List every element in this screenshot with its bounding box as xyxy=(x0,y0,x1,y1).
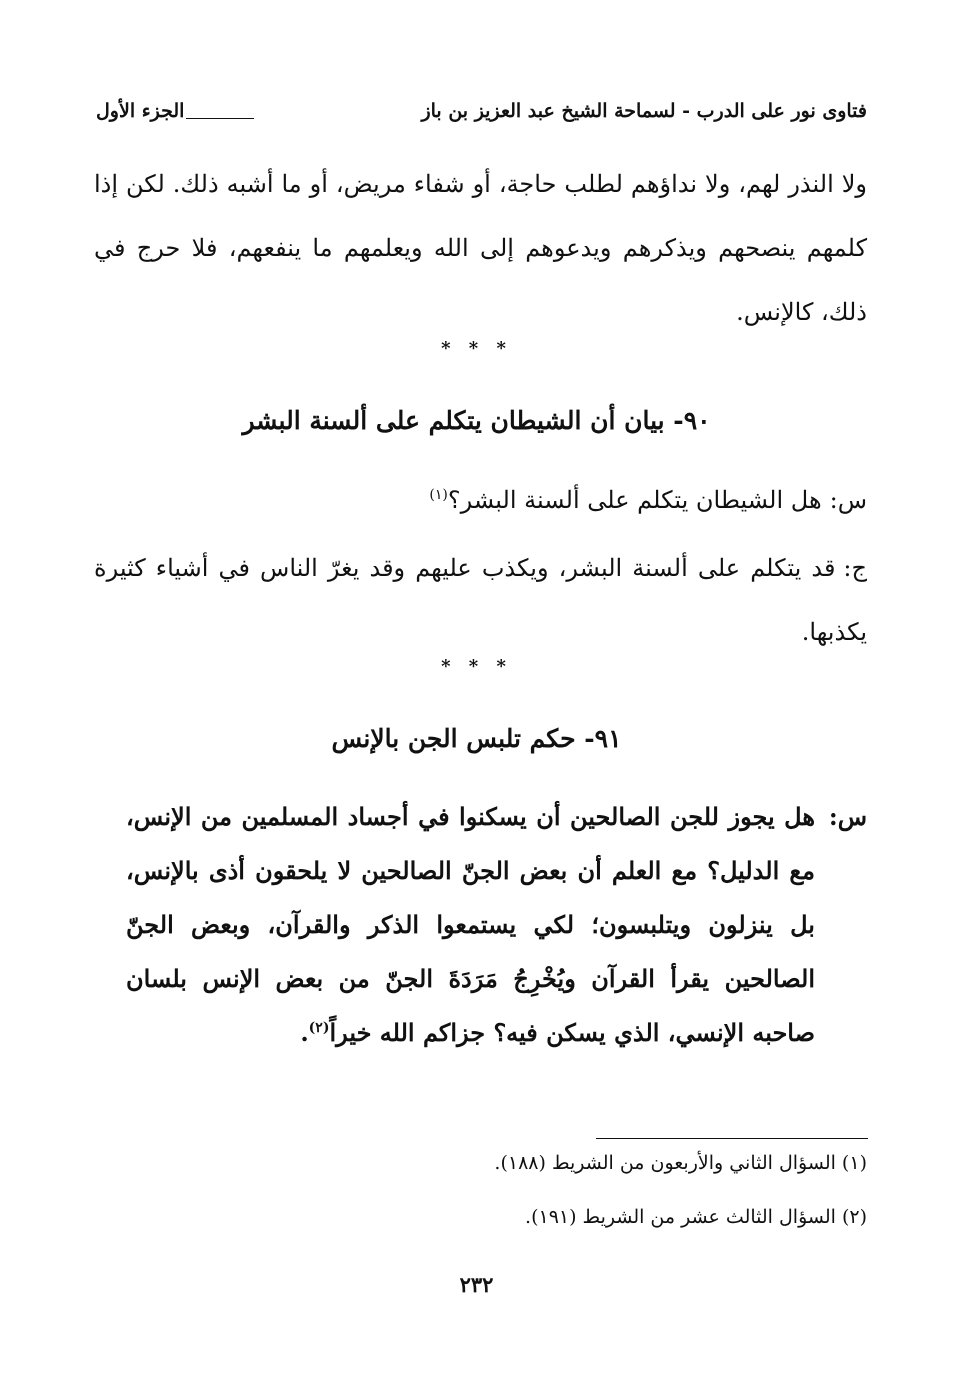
answer-marker: ج: xyxy=(843,554,867,582)
intro-paragraph: ولا النذر لهم، ولا نداؤهم لطلب حاجة، أو شفاء مريض، أو ما أشبه ذلك. لكن إذا كلمهم ينصحهم ويذكرهم ويدعوهم إلى الله ويعلمهم ما ينفعهم، فلا حرج في ذلك، كالإنس. xyxy=(94,170,867,326)
answer-text: قد يتكلم على ألسنة البشر، ويكذب عليهم وقد يغرّ الناس في أشياء كثيرة يكذبها. xyxy=(94,554,867,646)
question-90 xyxy=(94,468,867,532)
footnote-rule xyxy=(596,1138,868,1139)
footnote-ref: (٢) xyxy=(308,1020,330,1036)
question-91 xyxy=(126,790,867,1060)
footnote-ref: (١) xyxy=(429,487,448,503)
section-separator: * * * xyxy=(441,338,512,359)
book-title: فتاوى نور على الدرب - لسماحة الشيخ عبد العزيز بن باز xyxy=(421,100,867,122)
question-marker: س: xyxy=(828,802,867,831)
question-text: هل الشيطان يتكلم على ألسنة البشر؟ xyxy=(447,486,822,514)
footnote-1: (١) السؤال الثاني والأربعون من الشريط (١٨٨). xyxy=(494,1152,867,1174)
running-header xyxy=(96,96,867,130)
question-text-block: هل يجوز للجن الصالحين أن يسكنوا في أجساد المسلمين من الإنس، مع الدليل؟ مع العلم أن بعض الجنّ الصالحين لا يلحقون أذى بالإنس، بل ينزلون ويتلبسون؛ لكي يستمعوا الذكر والقرآن، وبعض الجنّ الصالحين يقرأ القرآن ويُخْرِجُ مَرَدَةَ الجنّ من بعض الإنس بلسان صاحبه الإنسي، الذي يسكن فيه؟ جزاكم الله خيراً$^{(٢)}$. xyxy=(126,802,815,1047)
question-marker: س: xyxy=(829,486,867,514)
page-number: ٢٣٢ xyxy=(459,1272,494,1297)
section-separator: * * * xyxy=(441,656,512,677)
section-heading-91: ٩١- حكم تلبس الجن بالإنس xyxy=(331,724,622,753)
footnote-2: (٢) السؤال الثالث عشر من الشريط (١٩١). xyxy=(525,1206,867,1228)
header-rule xyxy=(186,118,254,119)
question-text: هل يجوز للجن الصالحين أن يسكنوا في أجساد المسلمين من الإنس، مع الدليل؟ مع العلم أن بعض الجنّ الصالحين لا يلحقون أذى بالإنس، بل ينزلون ويتلبسون؛ لكي يستمعوا الذكر والقرآن، وبعض الجنّ الصالحين يقرأ القرآن ويُخْرِجُ مَرَدَةَ الجنّ من بعض الإنس بلسان صاحبه الإنسي، الذي يسكن فيه؟ جزاكم الله خيراً xyxy=(126,802,815,1047)
section-heading-90: ٩٠- بيان أن الشيطان يتكلم على ألسنة البشر xyxy=(242,406,711,435)
answer-90 xyxy=(94,536,867,664)
volume-label: الجزء الأول xyxy=(96,100,185,122)
